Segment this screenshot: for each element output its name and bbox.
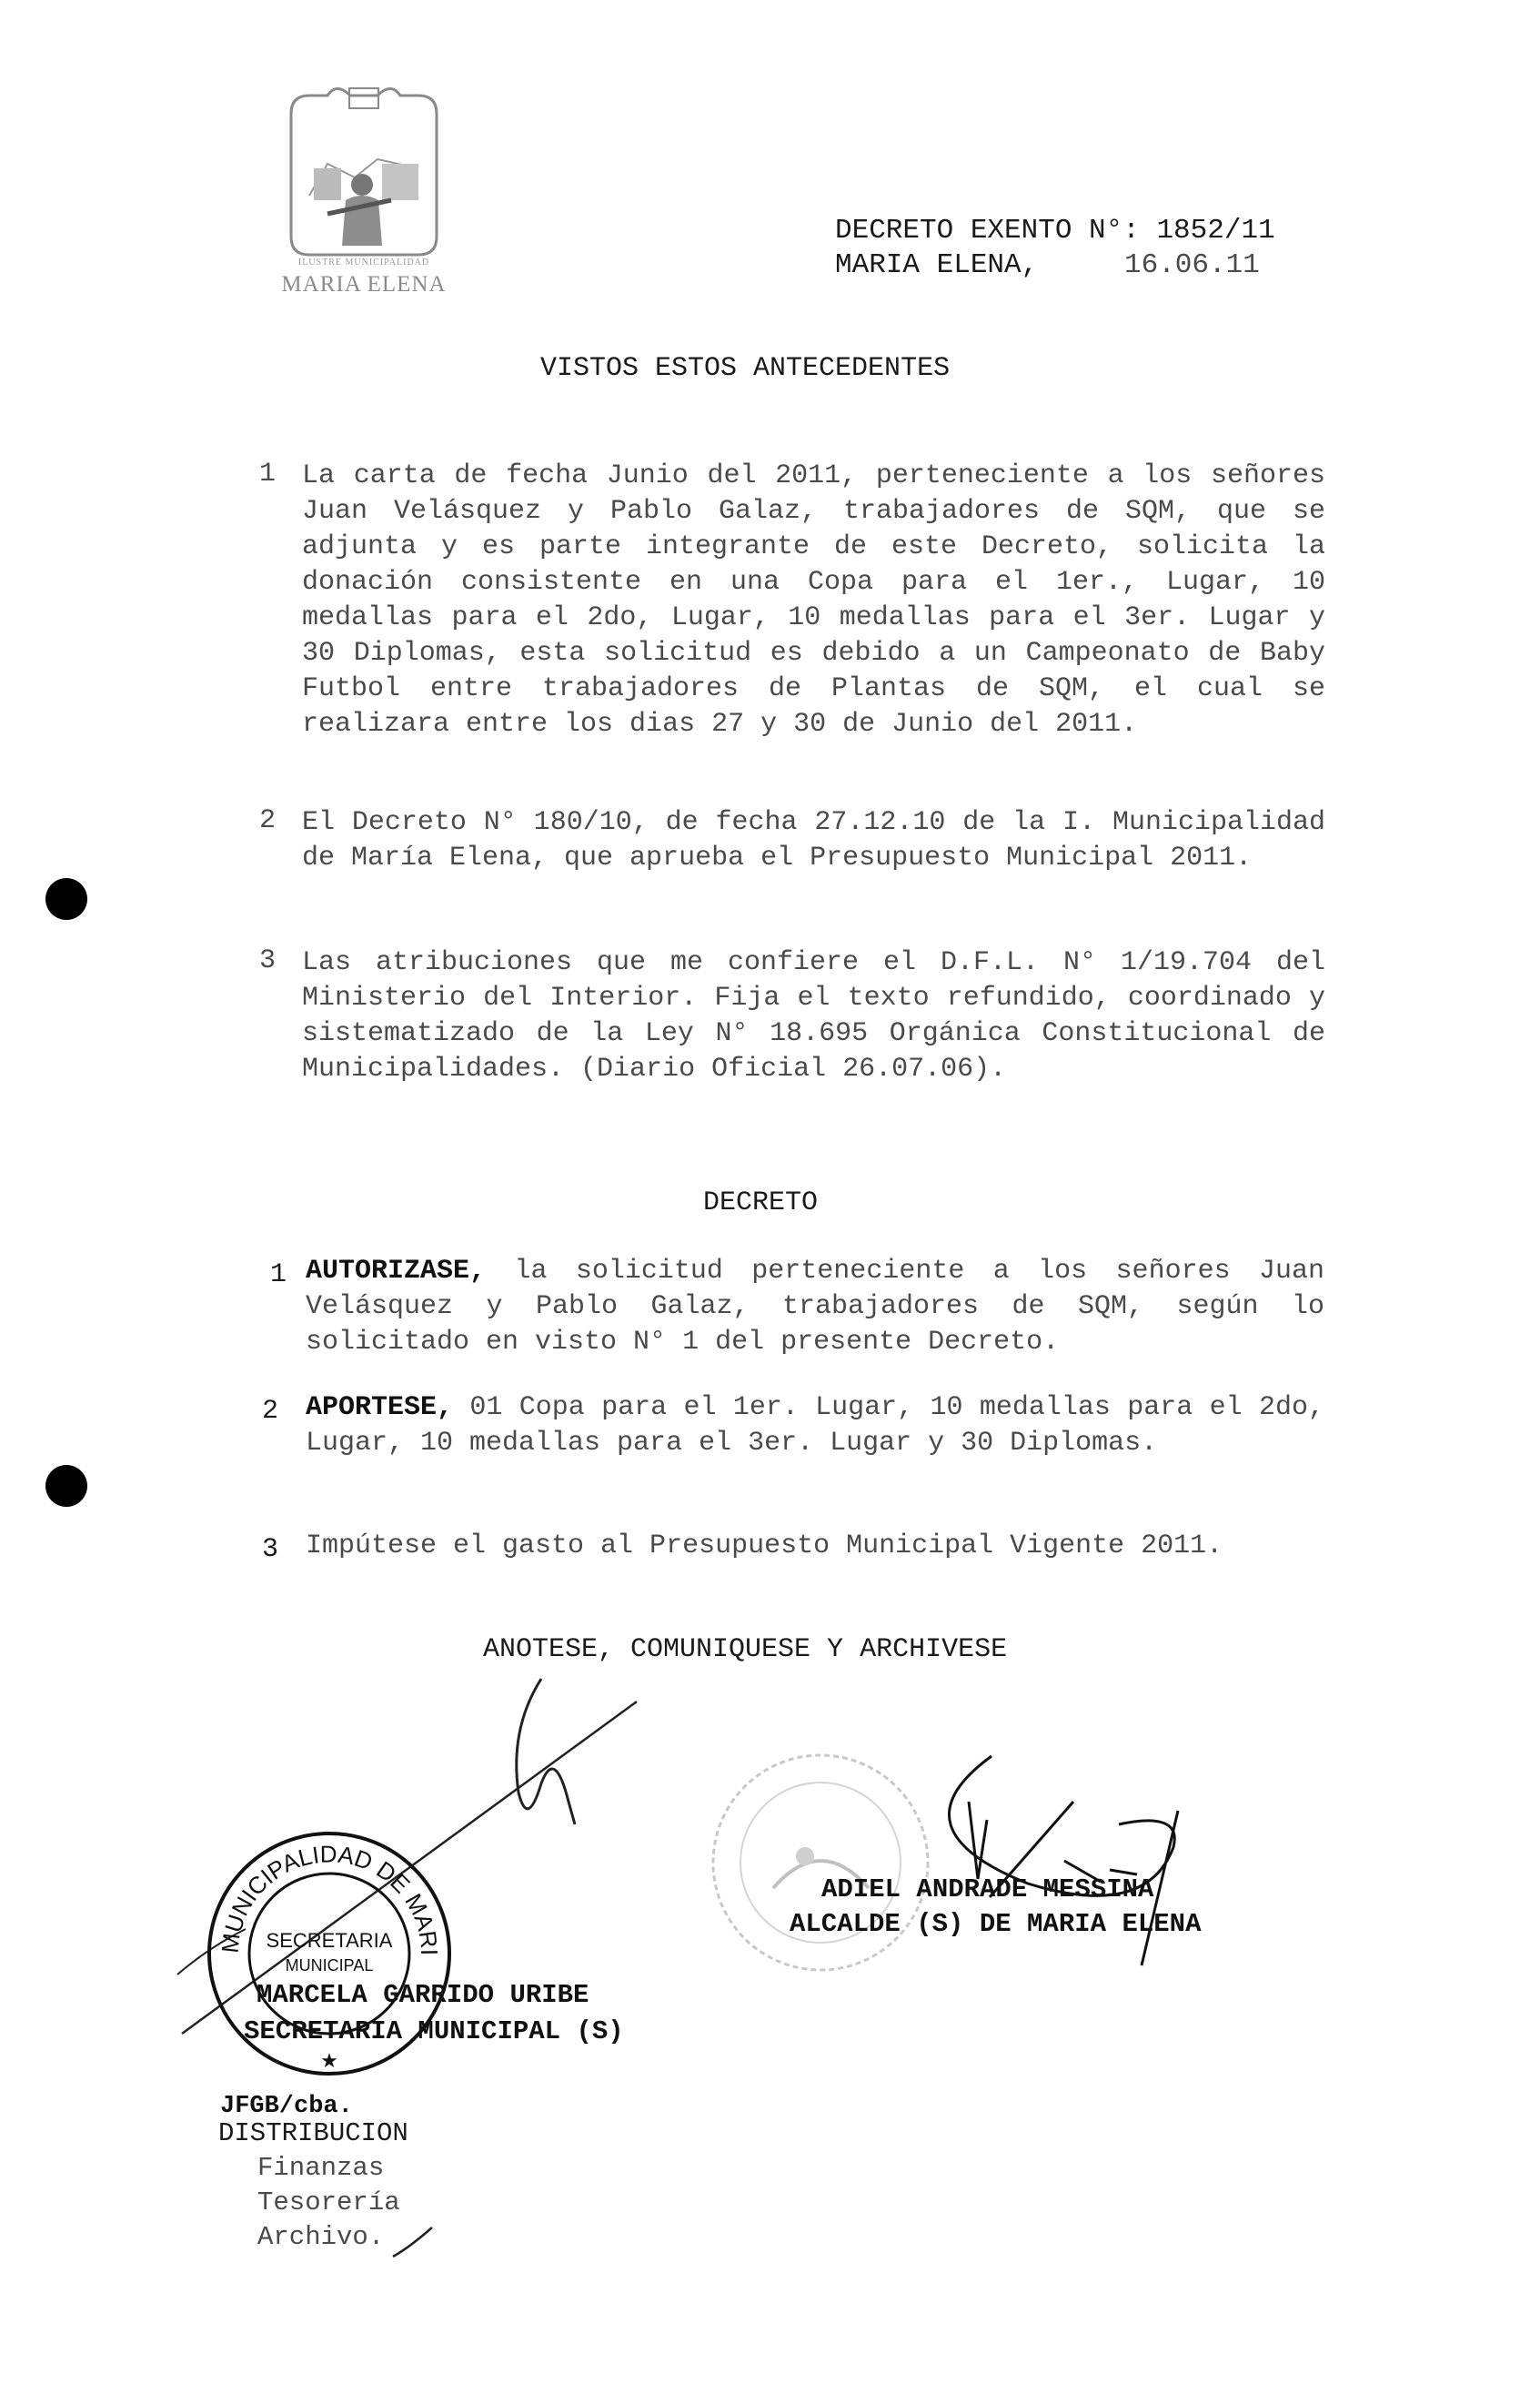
logo-caption: MARIA ELENA — [281, 272, 447, 297]
mayor-name: ADIEL ANDRADE MESSINA — [821, 1874, 1154, 1904]
decreto-number-3: 3 — [262, 1534, 279, 1565]
decreto-number-1: 1 — [270, 1259, 287, 1290]
decreto-item-2-keyword: APORTESE, — [306, 1392, 454, 1423]
secretary-title: SECRETARIA MUNICIPAL (S) — [244, 2016, 624, 2046]
decreto-number-2: 2 — [262, 1396, 279, 1427]
secretary-name: MARCELA GARRIDO URIBE — [257, 1980, 589, 2010]
decree-date: 16.06.11 — [1124, 249, 1260, 281]
distribution-item: Archivo. — [257, 2222, 385, 2252]
stamp-center-line-1: SECRETARIA — [266, 1929, 393, 1952]
mayor-title: ALCALDE (S) DE MARIA ELENA — [790, 1909, 1202, 1939]
visto-number-3: 3 — [259, 945, 277, 976]
vistos-heading: VISTOS ESTOS ANTECEDENTES — [540, 353, 951, 384]
decreto-item-3-text: Impútese el gasto al Presupuesto Municipal Vigente 2011. — [306, 1530, 1223, 1561]
decreto-item-1-keyword: AUTORIZASE, — [306, 1256, 487, 1287]
stamp-ring-text: MUNICIPALIDAD DE MARI — [216, 1840, 444, 1956]
closing-formula: ANOTESE, COMUNIQUESE Y ARCHIVESE — [483, 1634, 1008, 1665]
stamp-center-line-2: MUNICIPAL — [285, 1956, 374, 1975]
visto-number-1: 1 — [259, 459, 277, 490]
distribution-item: Tesorería — [257, 2187, 400, 2217]
visto-text-2: El Decreto N° 180/10, de fecha 27.12.10 de la I. Municipalidad de María Elena, que aprueba el Presupuesto Municipal 2011. — [302, 807, 1325, 874]
logo-caption-small: ILUSTRE MUNICIPALIDAD — [297, 258, 430, 268]
distribution-item: Finanzas — [257, 2153, 385, 2183]
visto-text-3: Las atribuciones que me confiere el D.F.L. N° 1/19.704 del Ministerio del Interior. Fija el texto refundido, coordinado y sistematizado de la Ley N° 18.695 Orgánica Constitucional de Municipalidades. (Diario Oficial 26.07.06). — [302, 947, 1325, 1085]
distribution-heading: DISTRIBUCION — [218, 2118, 408, 2148]
stamp-star-icon: ★ — [320, 2050, 338, 2073]
decreto-item-1-text: la solicitud perteneciente a los señores Juan Velásquez y Pablo Galaz, trabajadores de SQM, según lo solicitado en visto N° 1 del presente Decreto. — [306, 1256, 1324, 1358]
decree-number: DECRETO EXENTO N°: 1852/11 — [835, 215, 1275, 247]
decreto-heading: DECRETO — [703, 1187, 819, 1218]
decreto-item-2-text: 01 Copa para el 1er. Lugar, 10 medallas para el 2do, Lugar, 10 medallas para el 3er. Lugar y 30 Diplomas. — [306, 1392, 1324, 1459]
visto-text-1: La carta de fecha Junio del 2011, perteneciente a los señores Juan Velásquez y Pablo Galaz, trabajadores de SQM, que se adjunta y es parte integrante de este Decreto, solicita la donación consistente en una Copa para el 1er., Lugar, 10 medallas para el 2do, Lugar, 10 medallas para el 3er. Lugar y 30 Diplomas, esta solicitud es debido a un Campeonato de Baby Futbol entre trabajadores de Plantas de SQM, el cual se realizara entre los dias 27 y 30 de Junio del 2011. — [302, 460, 1325, 740]
visto-number-2: 2 — [259, 805, 277, 836]
typist-initials: JFGB/cba. — [220, 2093, 353, 2120]
decree-place: MARIA ELENA, — [835, 249, 1039, 281]
